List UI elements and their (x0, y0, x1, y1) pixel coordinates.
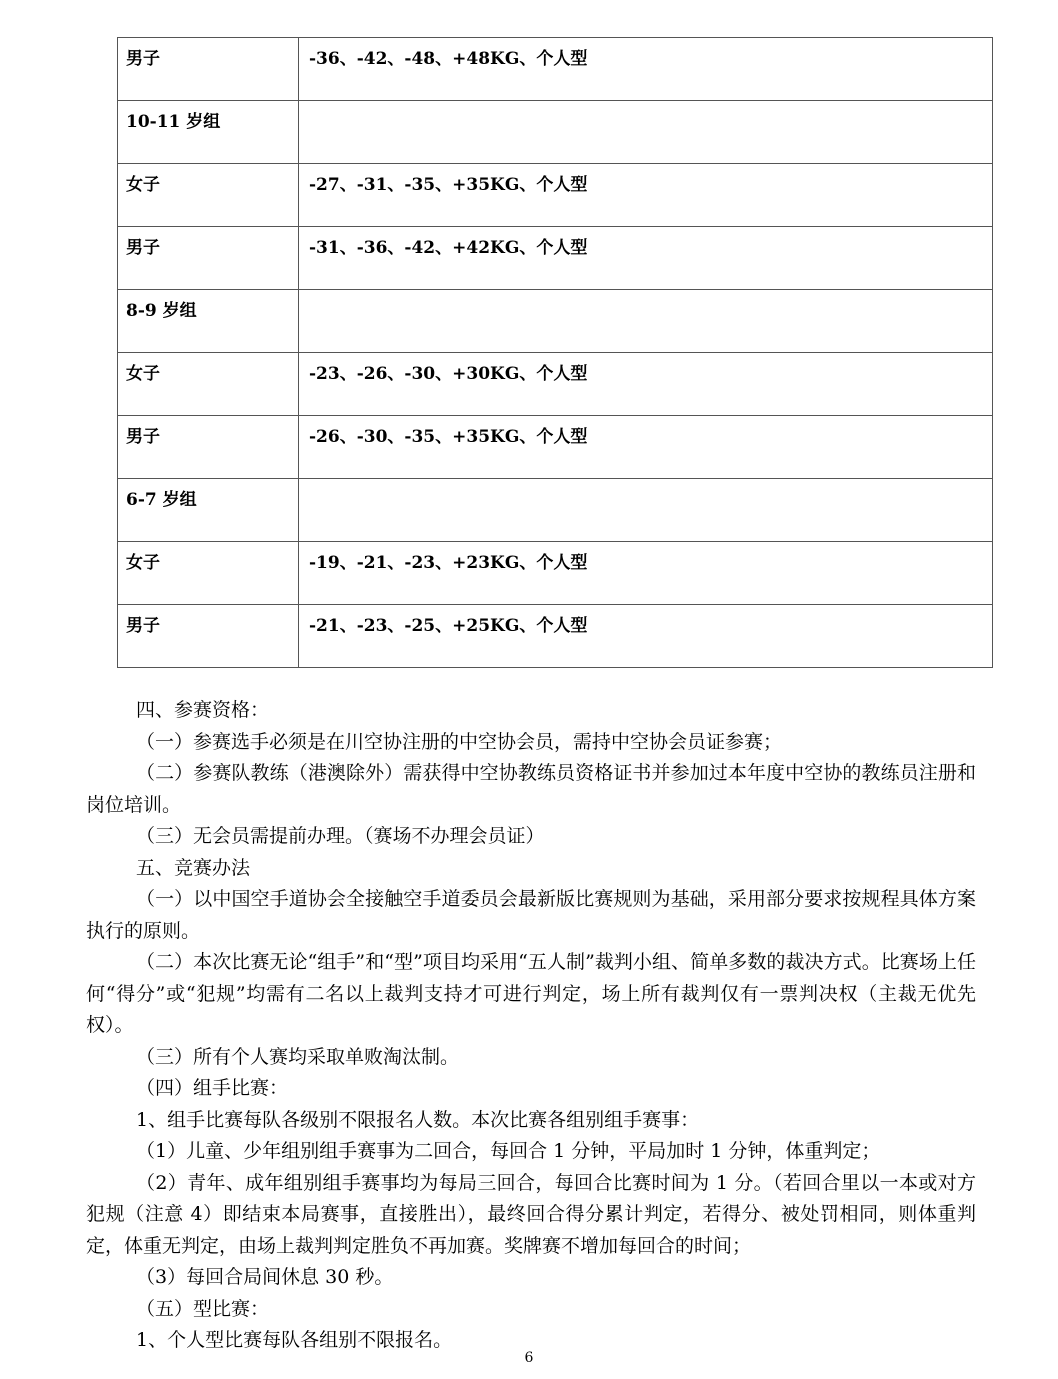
category-value (299, 101, 992, 112)
group-label: 男子 (126, 427, 160, 447)
paragraph: 1、个人型比赛每队各组别不限报名。 (136, 1329, 453, 1351)
group-label: 男子 (126, 616, 160, 636)
group-label: 男子 (126, 49, 160, 69)
group-cell (118, 164, 299, 227)
section-heading: 五、竞赛办法 (136, 856, 251, 879)
paragraph: （三）所有个人赛均采取单败淘汰制。 (136, 1045, 460, 1068)
category-value: -36、-42、-48、+48KG、个人型 (309, 49, 588, 69)
weight-category-table (117, 37, 993, 668)
category-value: -31、-36、-42、+42KG、个人型 (309, 238, 588, 258)
group-label: 女子 (126, 364, 160, 384)
group-label: 女子 (126, 175, 160, 195)
group-label: 8-9 岁组 (126, 301, 197, 321)
category-cell (299, 38, 993, 101)
group-cell (118, 605, 299, 668)
table-row (118, 290, 993, 353)
paragraph: （一）参赛选手必须是在川空协注册的中空协会员，需持中空协会员证参赛； (136, 730, 783, 753)
table-row (118, 479, 993, 542)
category-cell (299, 605, 993, 668)
table-row (118, 164, 993, 227)
paragraph: （四）组手比赛： (136, 1077, 289, 1099)
table-row (118, 416, 993, 479)
category-value: -21、-23、-25、+25KG、个人型 (309, 616, 588, 636)
paragraph: （五）型比赛： (136, 1297, 270, 1320)
category-cell (299, 101, 993, 164)
group-label: 6-7 岁组 (126, 490, 197, 510)
category-value (299, 290, 992, 301)
group-cell (118, 227, 299, 290)
table-row (118, 605, 993, 668)
section-heading: 四、参赛资格： (136, 699, 270, 721)
category-value: -23、-26、-30、+30KG、个人型 (309, 364, 588, 384)
category-value: -26、-30、-35、+35KG、个人型 (309, 427, 588, 447)
body-text (86, 695, 976, 1357)
table-row (118, 101, 993, 164)
category-value (299, 479, 992, 490)
group-label: 男子 (126, 238, 160, 258)
table-row (118, 227, 993, 290)
paragraph: 1、组手比赛每队各级别不限报名人数。本次比赛各组别组手赛事： (136, 1108, 700, 1131)
paragraph: （二）参赛队教练（港澳除外）需获得中空协教练员资格证书并参加过本年度中空协的教练员注册和岗位培训。 (86, 762, 976, 816)
category-value: -19、-21、-23、+23KG、个人型 (309, 553, 588, 573)
group-cell (118, 290, 299, 353)
group-label: 女子 (126, 553, 160, 573)
paragraph: （3）每回合局间休息 30 秒。 (136, 1266, 394, 1288)
paragraph: （三）无会员需提前办理。（赛场不办理会员证） (136, 825, 545, 847)
paragraph: （二）本次比赛无论“组手”和“型”项目均采用“五人制”裁判小组、简单多数的裁决方式。比赛场上任何“得分”或“犯规”均需有二名以上裁判支持才可进行判定，场上所有裁判仅有一票判决权（主裁无优先权）。 (86, 951, 976, 1036)
category-cell (299, 353, 993, 416)
page-number: 6 (524, 1350, 534, 1366)
group-cell (118, 416, 299, 479)
group-cell (118, 353, 299, 416)
group-cell (118, 542, 299, 605)
category-cell (299, 290, 993, 353)
table-row (118, 38, 993, 101)
category-cell (299, 479, 993, 542)
group-cell (118, 101, 299, 164)
group-cell (118, 479, 299, 542)
table-row (118, 353, 993, 416)
category-cell (299, 164, 993, 227)
group-cell (118, 38, 299, 101)
category-cell (299, 416, 993, 479)
group-label: 10-11 岁组 (126, 112, 221, 132)
paragraph: （1）儿童、少年组别组手赛事为二回合，每回合 1 分钟，平局加时 1 分钟，体重判定； (136, 1140, 881, 1162)
paragraph: （2）青年、成年组别组手赛事均为每局三回合，每回合比赛时间为 1 分。（若回合里以一本或对方犯规（注意 4）即结束本局赛事，直接胜出），最终回合得分累计判定，若得分、被处罚相同，则体重判定，体重无判定，由场上裁判判定胜负不再加赛。奖牌赛不增加每回合的时间； (86, 1171, 976, 1257)
category-cell (299, 227, 993, 290)
paragraph: （一）以中国空手道协会全接触空手道委员会最新版比赛规则为基础，采用部分要求按规程具体方案执行的原则。 (86, 888, 976, 942)
table-row (118, 542, 993, 605)
category-cell (299, 542, 993, 605)
category-value: -27、-31、-35、+35KG、个人型 (309, 175, 588, 195)
